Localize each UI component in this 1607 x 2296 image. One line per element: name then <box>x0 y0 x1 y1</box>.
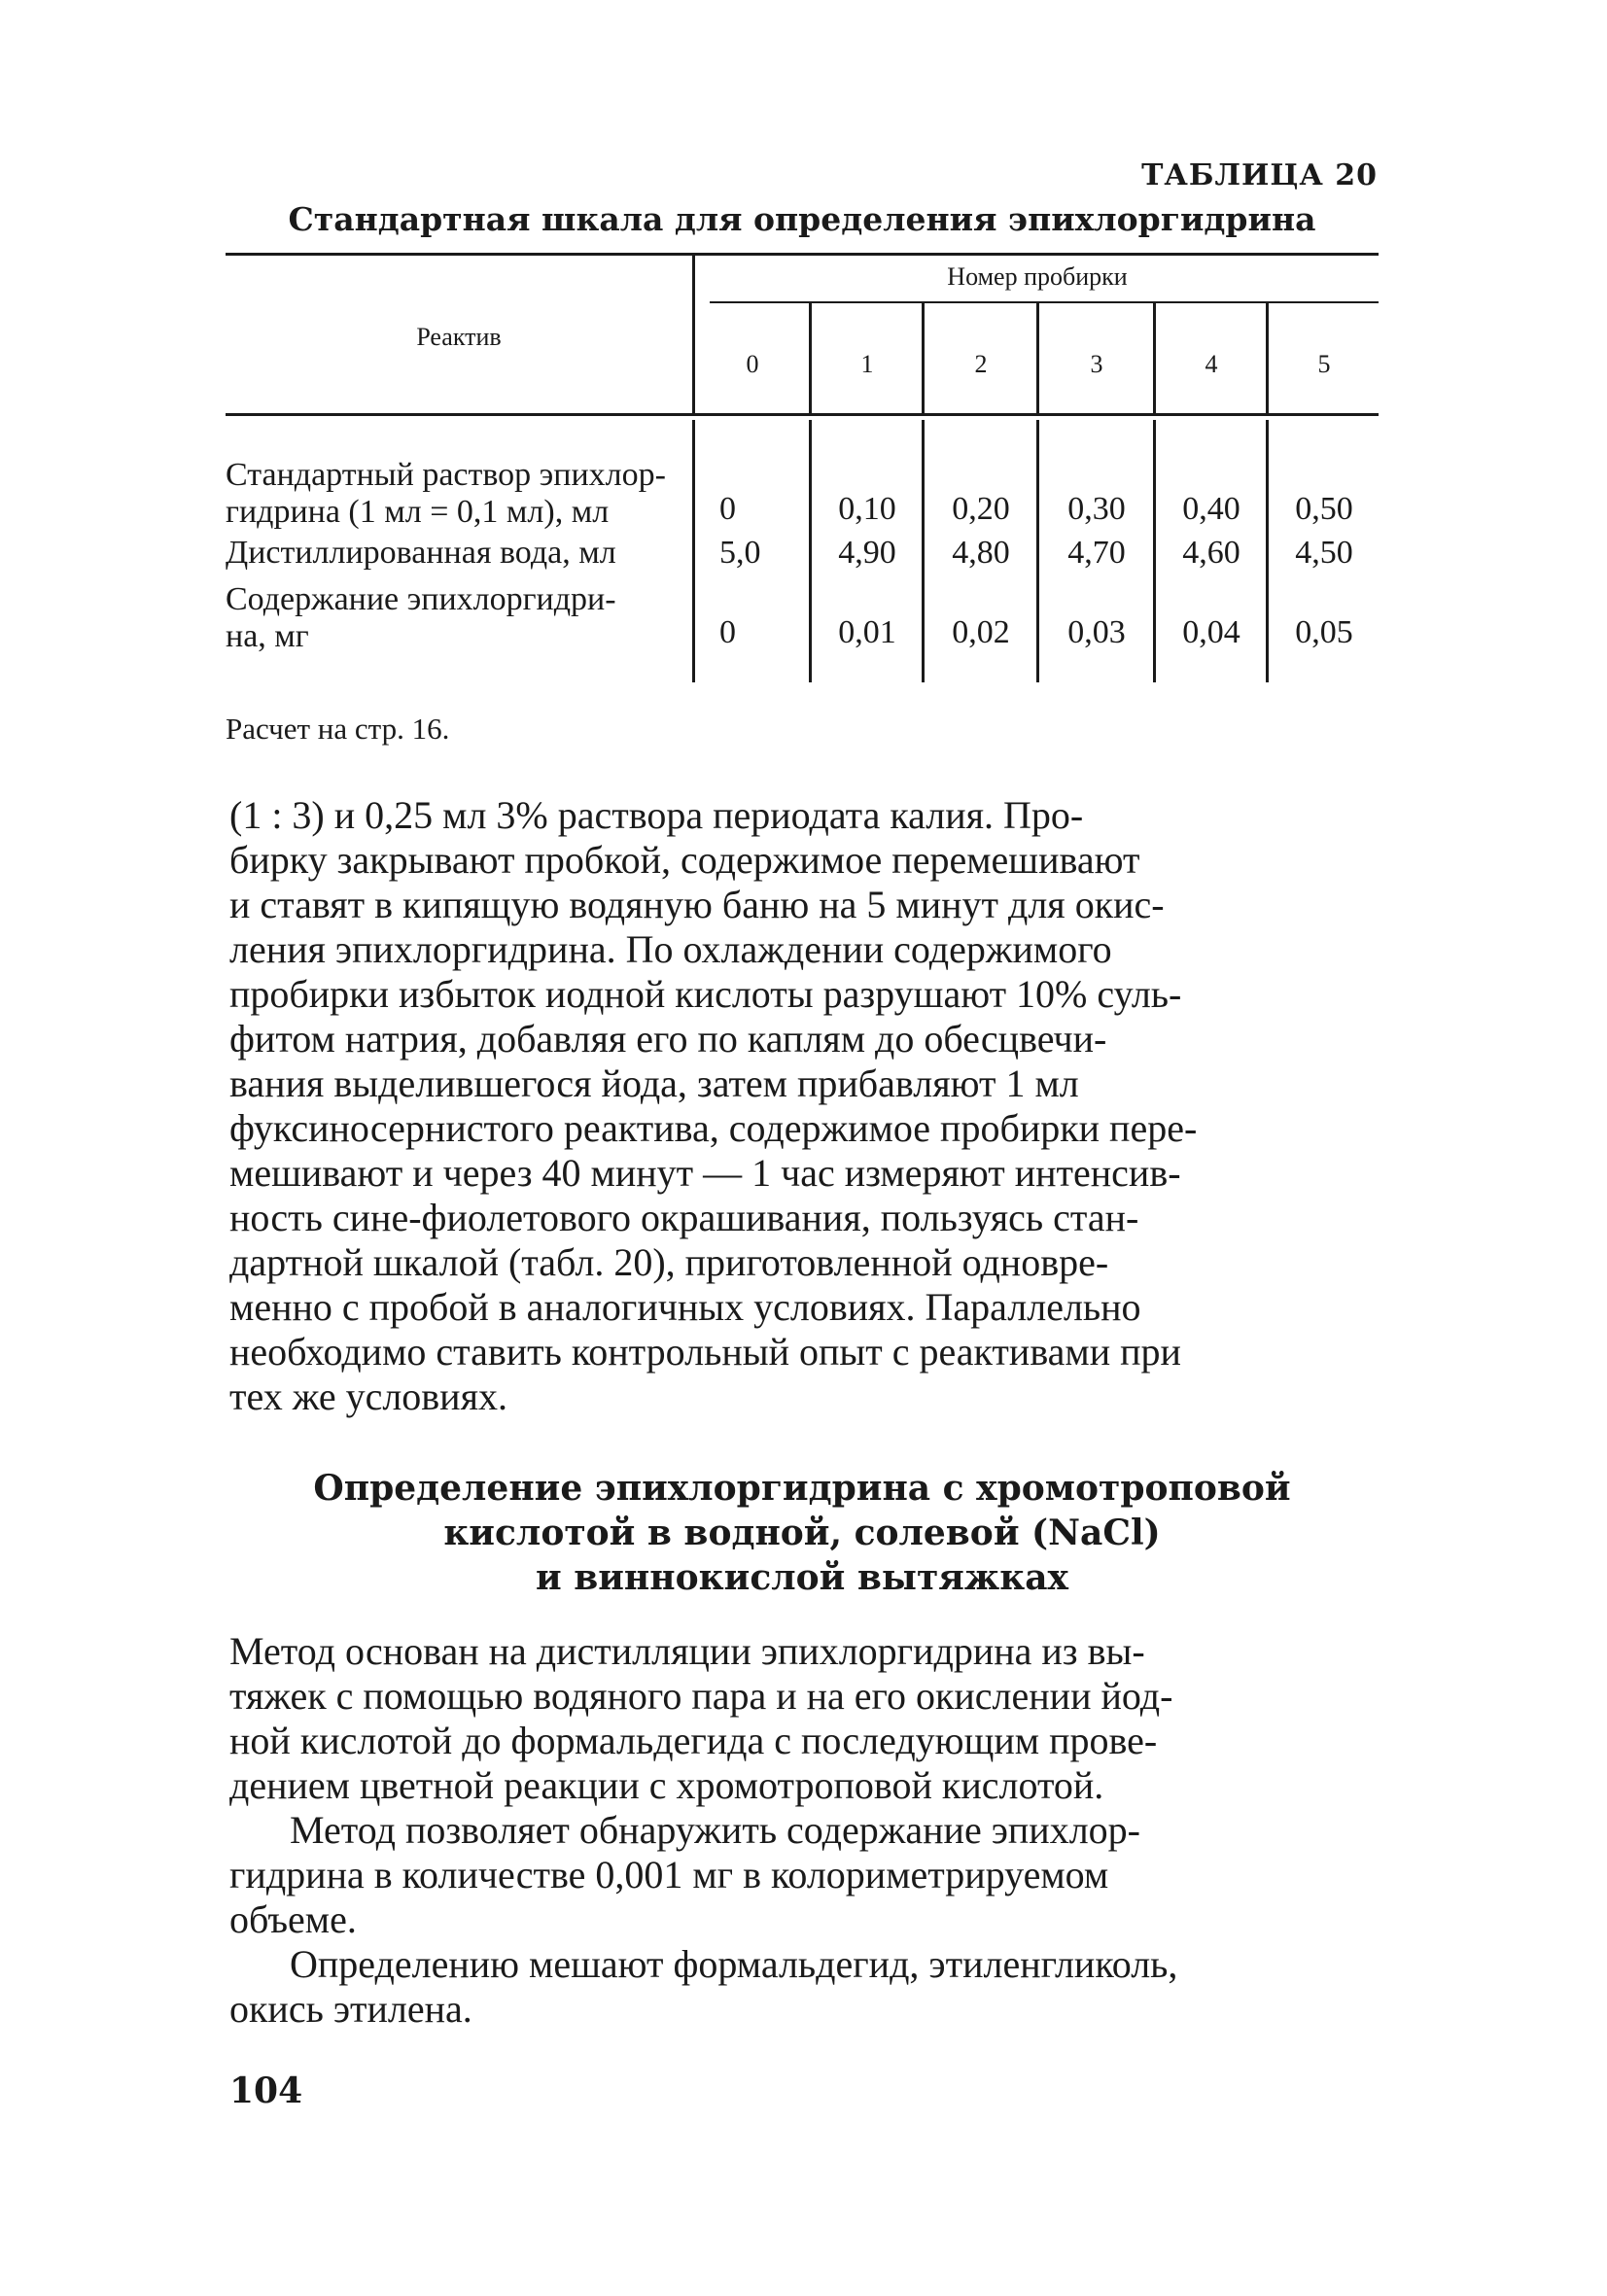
row-label-epichlorohydrin-content <box>226 581 682 655</box>
table-cell: 0,50 <box>1295 491 1353 527</box>
table-cell: 4,50 <box>1295 535 1353 571</box>
table-cell: 0,10 <box>838 491 896 527</box>
header-divider-main <box>692 255 695 413</box>
tube-number-header: Номер пробирки <box>947 262 1128 291</box>
table-cell: 0,02 <box>952 614 1010 650</box>
row-label-line: Дистиллированная вода, мл <box>226 535 616 571</box>
table-cell: 0,01 <box>838 614 896 650</box>
table-cell: 5,0 <box>719 535 761 571</box>
table-cell: 0 <box>719 491 736 527</box>
row-label-line: гидрина (1 мл = 0,1 мл), мл <box>226 494 610 530</box>
tube-number-5: 5 <box>1317 350 1331 378</box>
header-divider-3 <box>1036 303 1039 413</box>
body-paragraph: (1 : 3) и 0,25 мл 3% раствора периодата калия. Про- бирку закрывают пробкой, содержимое перемешивают и ставят в кипящую водяную баню на 5 минут для окис- ления эпихлоргидрина. По охлаждении содержимого пробирки избыток иодной кислоты разрушают 10% суль- фитом натрия, добавляя его по каплям до обесцвечи- вания выделившегося йода, затем прибавляют 1 мл фуксиносернистого реактива, содержимое пробирки пере- мешивают и через 40 минут — 1 час измеряют интенсив- ность сине-фиолетового окрашивания, пользуясь стан- дартной шкалой (табл. 20), приготовленной одновре- менно с пробой в аналогичных условиях. Параллельно необходимо ставить контрольный опыт с реактивами при тех же условиях. <box>229 793 1198 1418</box>
header-divider-1 <box>809 303 812 413</box>
table-cell: 4,90 <box>838 535 896 571</box>
row-label-line: Содержание эпихлоргидри- <box>226 581 616 617</box>
row-label-line: Стандартный раствор эпихлор- <box>226 457 666 493</box>
section-heading: Определение эпихлоргидрина с хромотроповой кислотой в водной, солевой (NaCl) и виннокислой вытяжках <box>313 1468 1291 1598</box>
table-cell: 4,70 <box>1067 535 1126 571</box>
row-label-distilled-water <box>226 535 682 572</box>
tube-number-2: 2 <box>974 350 988 378</box>
table-label: ТАБЛИЦА 20 <box>1141 158 1378 192</box>
body-divider-5 <box>1266 420 1269 682</box>
body-divider-main <box>692 420 695 682</box>
body-paragraph: Определению мешают формальдегид, этиленгликоль, окись этилена. <box>229 1942 1178 2031</box>
table-cell: 0,30 <box>1067 491 1126 527</box>
table-cell: 0,40 <box>1182 491 1240 527</box>
table-cell: 0,05 <box>1295 614 1353 650</box>
body-paragraph: Метод основан на дистилляции эпихлоргидрина из вы- тяжек с помощью водяного пара и на его окислении йод- ной кислотой до формальдегида с последующим прове- дением цветной реакции с хромотроповой кислотой. <box>229 1629 1173 1807</box>
body-paragraph: Метод позволяет обнаружить содержание эпихлор- гидрина в количестве 0,001 мг в колориметрируемом объеме. <box>229 1808 1140 1941</box>
tube-number-3: 3 <box>1090 350 1103 378</box>
reagent-header: Реактив <box>416 323 502 351</box>
table-cell: 0 <box>719 614 736 650</box>
table-note: Расчет на стр. 16. <box>226 712 450 746</box>
table-cell: 0,04 <box>1182 614 1240 650</box>
table-cell: 4,80 <box>952 535 1010 571</box>
header-divider-2 <box>922 303 925 413</box>
body-divider-3 <box>1036 420 1039 682</box>
row-label-standard-solution <box>226 457 682 531</box>
header-bottom-rule <box>226 413 1379 416</box>
tube-number-4: 4 <box>1205 350 1218 378</box>
header-divider-5 <box>1266 303 1269 413</box>
table-cell: 4,60 <box>1182 535 1240 571</box>
page-number: 104 <box>229 2070 303 2111</box>
tube-number-0: 0 <box>746 350 759 378</box>
body-divider-4 <box>1153 420 1156 682</box>
table-title: Стандартная шкала для определения эпихлоргидрина <box>288 200 1316 238</box>
body-divider-1 <box>809 420 812 682</box>
tube-number-1: 1 <box>860 350 874 378</box>
header-divider-4 <box>1153 303 1156 413</box>
table-cell: 0,20 <box>952 491 1010 527</box>
table-cell: 0,03 <box>1067 614 1126 650</box>
body-divider-2 <box>922 420 925 682</box>
table-top-rule <box>226 253 1379 256</box>
row-label-line: на, мг <box>226 618 309 654</box>
